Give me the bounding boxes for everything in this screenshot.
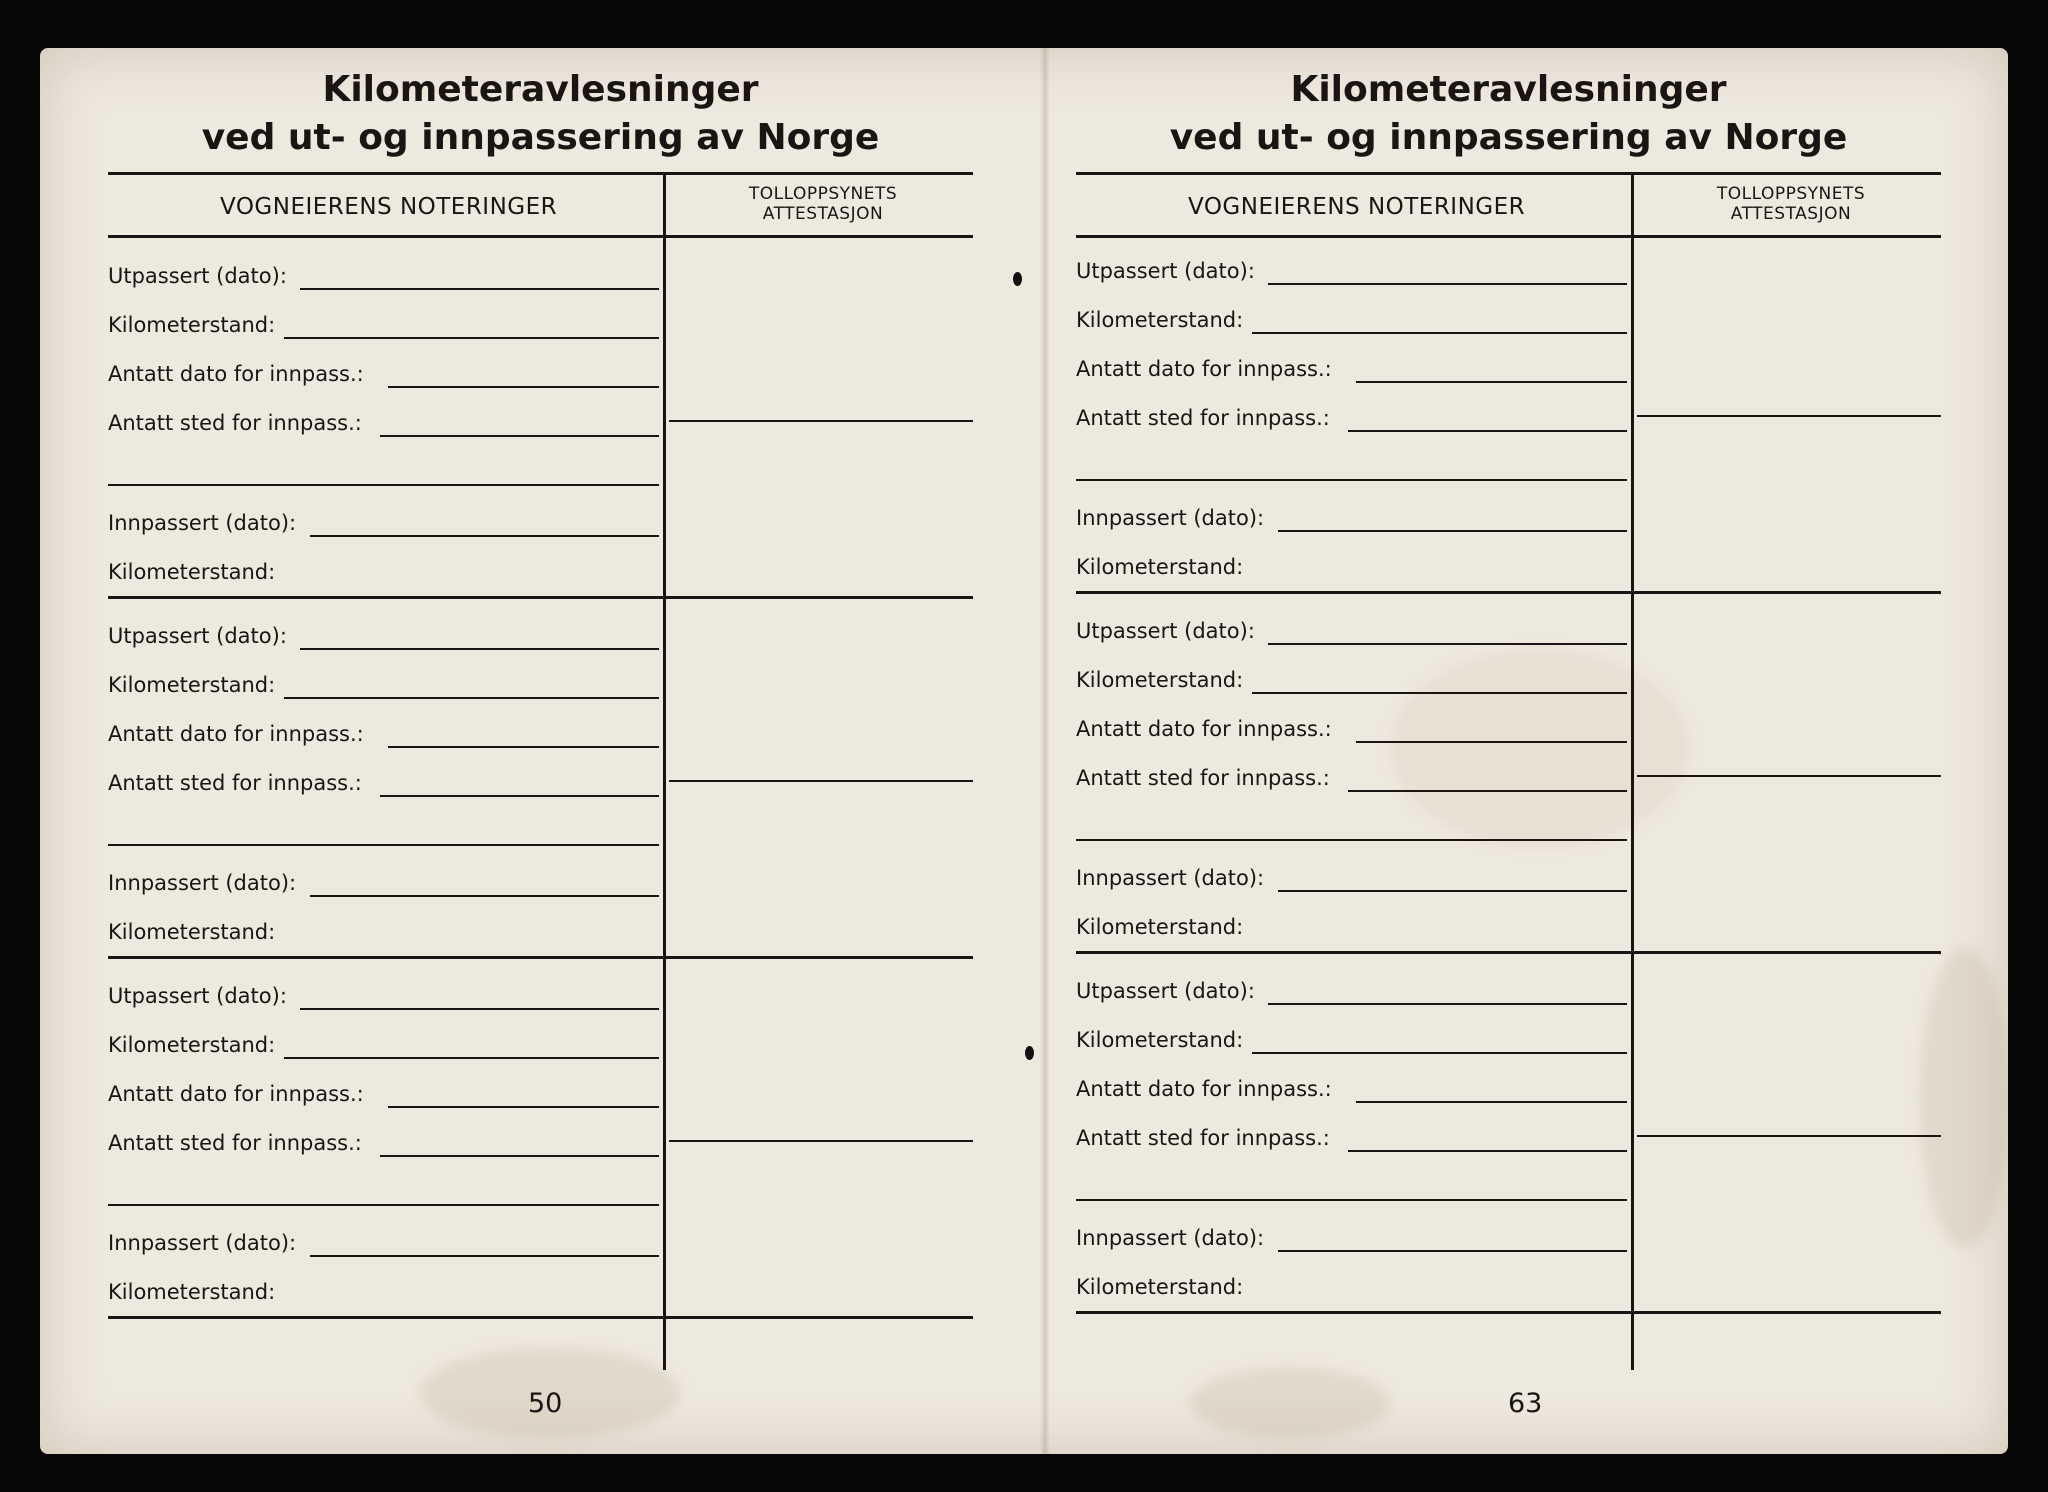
header-bottom-rule [1076,235,1941,238]
field-label: Kilometerstand: [1076,555,1244,579]
field-blank-line-extra [1076,839,1627,841]
field-label: Kilometerstand: [1076,1275,1244,1299]
field-blank-line-extra [108,1204,659,1206]
field-label: Antatt sted for innpass.: [1076,766,1330,790]
customs-field-line [669,420,973,422]
section-bottom-rule [108,956,973,959]
field-label: Kilometerstand: [108,1033,276,1057]
field-label: Innpassert (dato): [1076,866,1265,890]
field-blank-line [1348,1150,1627,1152]
field-blank-line [380,1155,659,1157]
section-bottom-rule [1076,1311,1941,1314]
field-label: Innpassert (dato): [1076,1226,1265,1250]
field-blank-line-extra [108,844,659,846]
customs-field-line [669,780,973,782]
field-blank-line [300,648,659,650]
header-top-rule [108,172,973,175]
page-number: 63 [1508,1388,1543,1419]
field-label: Antatt sted for innpass.: [1076,406,1330,430]
page-subtitle: ved ut- og innpassering av Norge [1169,117,1848,158]
staple-hole [1025,1046,1034,1060]
field-blank-line-extra [1076,1199,1627,1201]
field-blank-line [380,435,659,437]
field-blank-line [380,795,659,797]
field-label: Antatt dato for innpass.: [1076,717,1332,741]
center-fold [1040,48,1050,1454]
column-header-owner-notes: VOGNEIERENS NOTERINGER [220,194,558,220]
header-bottom-rule [108,235,973,238]
field-label: Utpassert (dato): [108,984,287,1008]
page-subtitle: ved ut- og innpassering av Norge [201,117,880,158]
field-label: Kilometerstand: [1076,1028,1244,1052]
field-label: Antatt dato for innpass.: [1076,1077,1332,1101]
field-blank-line [310,1255,659,1257]
field-label: Innpassert (dato): [1076,506,1265,530]
field-label: Kilometerstand: [1076,915,1244,939]
section-bottom-rule [1076,591,1941,594]
field-blank-line [1348,430,1627,432]
customs-field-line [1637,415,1941,417]
field-blank-line [1268,283,1627,285]
field-label: Kilometerstand: [108,920,276,944]
column-header-customs-line2: ATTESTASJON [762,204,884,224]
field-blank-line [388,386,659,388]
field-blank-line [1356,381,1627,383]
field-blank-line [284,697,659,699]
page-number: 50 [528,1388,563,1419]
customs-field-line [1637,775,1941,777]
field-label: Antatt sted for innpass.: [108,411,362,435]
field-label: Antatt dato for innpass.: [108,1082,364,1106]
page-right [1076,48,1941,1454]
page-left [108,48,973,1454]
column-divider [1631,172,1634,1370]
customs-field-line [669,1140,973,1142]
staple-hole [1013,272,1022,286]
field-label: Kilometerstand: [108,560,276,584]
field-blank-line [1356,741,1627,743]
field-label: Utpassert (dato): [108,624,287,648]
field-blank-line [1252,332,1627,334]
field-blank-line [310,535,659,537]
field-label: Antatt sted for innpass.: [108,771,362,795]
customs-field-line [1637,1135,1941,1137]
section-bottom-rule [108,596,973,599]
field-label: Antatt sted for innpass.: [108,1131,362,1155]
header-top-rule [1076,172,1941,175]
field-blank-line [1356,1101,1627,1103]
field-label: Utpassert (dato): [1076,979,1255,1003]
field-label: Kilometerstand: [108,313,276,337]
field-blank-line [388,746,659,748]
field-blank-line-extra [108,484,659,486]
field-label: Kilometerstand: [108,1280,276,1304]
field-label: Innpassert (dato): [108,871,297,895]
field-label: Antatt dato for innpass.: [108,722,364,746]
field-blank-line [300,1008,659,1010]
field-blank-line [1348,790,1627,792]
field-blank-line [1252,692,1627,694]
field-blank-line [310,895,659,897]
field-label: Utpassert (dato): [1076,259,1255,283]
field-label: Antatt dato for innpass.: [1076,357,1332,381]
field-blank-line [388,1106,659,1108]
field-blank-line-extra [1076,479,1627,481]
field-blank-line [1268,1003,1627,1005]
field-blank-line [1278,1250,1627,1252]
field-label: Antatt dato for innpass.: [108,362,364,386]
field-blank-line [300,288,659,290]
booklet-spread [40,48,2008,1454]
field-label: Antatt sted for innpass.: [1076,1126,1330,1150]
field-blank-line [284,337,659,339]
column-header-customs-line1: TOLLOPPSYNETS [1716,184,1866,204]
section-bottom-rule [1076,951,1941,954]
field-blank-line [1252,1052,1627,1054]
field-blank-line [1278,530,1627,532]
section-bottom-rule [108,1316,973,1319]
field-blank-line [1268,643,1627,645]
page-title: Kilometeravlesninger [1290,69,1727,110]
field-label: Kilometerstand: [1076,668,1244,692]
field-label: Kilometerstand: [108,673,276,697]
column-divider [663,172,666,1370]
column-header-customs-line1: TOLLOPPSYNETS [748,184,898,204]
field-label: Utpassert (dato): [1076,619,1255,643]
field-blank-line [1278,890,1627,892]
field-label: Innpassert (dato): [108,511,297,535]
field-label: Kilometerstand: [1076,308,1244,332]
field-blank-line [284,1057,659,1059]
page-title: Kilometeravlesninger [322,69,759,110]
column-header-customs-line2: ATTESTASJON [1730,204,1852,224]
field-label: Utpassert (dato): [108,264,287,288]
column-header-owner-notes: VOGNEIERENS NOTERINGER [1188,194,1526,220]
field-label: Innpassert (dato): [108,1231,297,1255]
